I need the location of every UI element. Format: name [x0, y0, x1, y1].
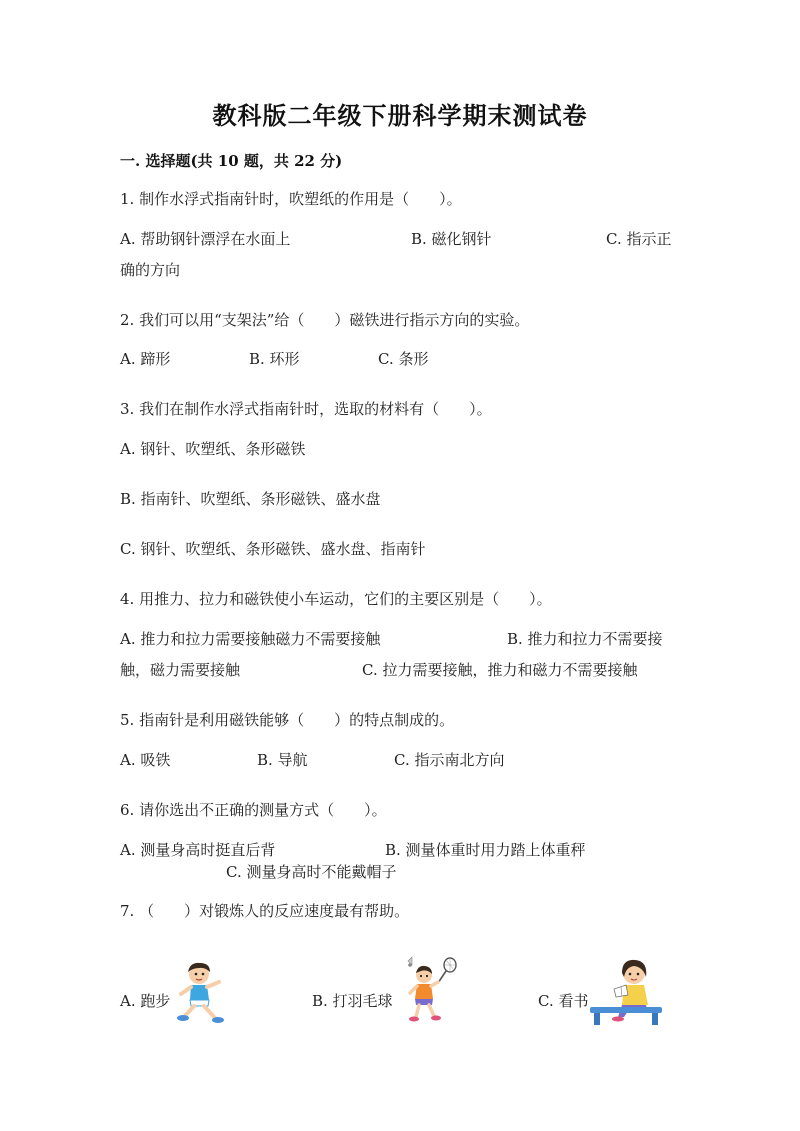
- q3-option-b[interactable]: B. 指南针、吹塑纸、条形磁铁、盛水盘: [120, 490, 381, 508]
- q4-option-b[interactable]: B. 推力和拉力不需要接: [507, 630, 663, 648]
- q5-option-b[interactable]: B. 导航: [257, 751, 308, 769]
- q6-option-b[interactable]: B. 测量体重时用力踏上体重秤: [385, 841, 586, 859]
- running-boy-image: [175, 960, 231, 1026]
- badminton-girl-image: [398, 955, 458, 1025]
- q5-stem: 5. 指南针是利用磁铁能够（ ）的特点制成的。: [120, 711, 455, 729]
- q1-option-b[interactable]: B. 磁化钢针: [411, 230, 492, 248]
- q2-option-b[interactable]: B. 环形: [249, 350, 300, 368]
- q3-option-c[interactable]: C. 钢针、吹塑纸、条形磁铁、盛水盘、指南针: [120, 540, 426, 558]
- page-title: 教科版二年级下册科学期末测试卷: [212, 101, 588, 130]
- section-heading: 一. 选择题(共 10 题，共 22 分): [120, 152, 343, 170]
- q2-option-c[interactable]: C. 条形: [378, 350, 429, 368]
- q3-stem: 3. 我们在制作水浮式指南针时，选取的材料有（ ）。: [120, 400, 492, 418]
- q7-option-b[interactable]: B. 打羽毛球: [312, 992, 393, 1010]
- q6-option-a[interactable]: A. 测量身高时挺直后背: [120, 841, 276, 859]
- q6-option-c[interactable]: C. 测量身高时不能戴帽子: [226, 863, 397, 881]
- q6-stem: 6. 请你选出不正确的测量方式（ ）。: [120, 801, 387, 819]
- q1-option-a[interactable]: A. 帮助钢针漂浮在水面上: [120, 230, 291, 248]
- q4-stem: 4. 用推力、拉力和磁铁使小车运动，它们的主要区别是（ ）。: [120, 590, 552, 608]
- q1-option-c[interactable]: C. 指示正: [606, 230, 672, 248]
- reading-girl-image: [588, 955, 668, 1027]
- q1-option-c-continued: 确的方向: [120, 261, 181, 279]
- q4-option-a[interactable]: A. 推力和拉力需要接触磁力不需要接触: [120, 630, 381, 648]
- q3-option-a[interactable]: A. 钢针、吹塑纸、条形磁铁: [120, 440, 306, 458]
- q4-option-c[interactable]: C. 拉力需要接触，推力和磁力不需要接触: [362, 661, 638, 679]
- q7-option-c[interactable]: C. 看书: [538, 992, 589, 1010]
- q2-option-a[interactable]: A. 蹄形: [120, 350, 171, 368]
- q2-stem: 2. 我们可以用“支架法”给（ ）磁铁进行指示方向的实验。: [120, 311, 530, 329]
- q7-option-a[interactable]: A. 跑步: [120, 992, 171, 1010]
- q4-option-b-continued: 触，磁力需要接触: [120, 661, 241, 679]
- q5-option-c[interactable]: C. 指示南北方向: [394, 751, 505, 769]
- q7-stem: 7. （ ）对锻炼人的反应速度最有帮助。: [120, 902, 410, 920]
- q1-stem: 1. 制作水浮式指南针时，吹塑纸的作用是（ ）。: [120, 190, 462, 208]
- q5-option-a[interactable]: A. 吸铁: [120, 751, 171, 769]
